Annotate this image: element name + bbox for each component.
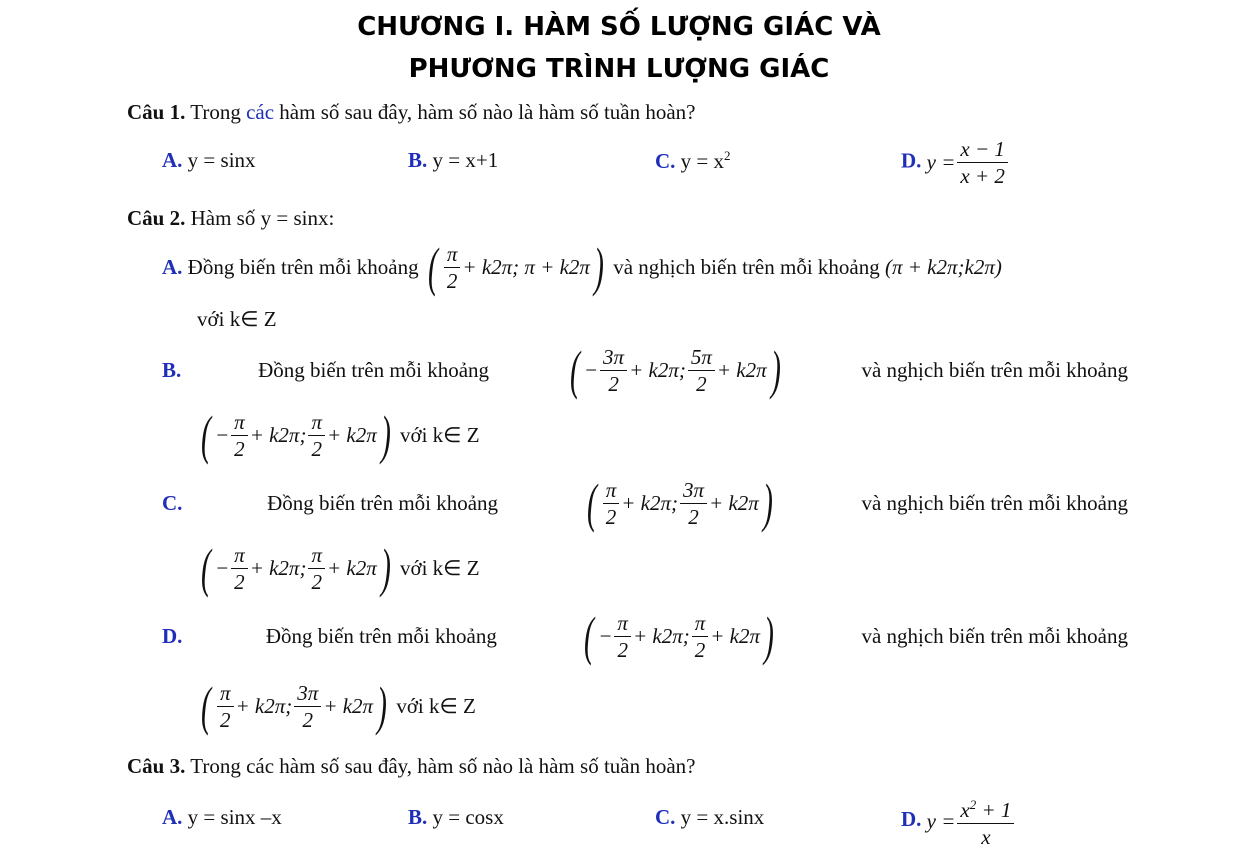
fraction-numerator: 3π (600, 344, 627, 371)
interval-term: k2π (964, 254, 995, 279)
interval-term: + k2π; (632, 623, 690, 648)
interval-term: + k2π (326, 555, 377, 580)
q1-option-d-lhs: y = (926, 150, 956, 174)
fraction-numerator: x − 1 (957, 136, 1008, 163)
q3-option-a-text: y = sinx –x (187, 805, 282, 829)
q1-option-b-letter: B. (408, 148, 428, 172)
interval-a1: ( $\frac{\pi}{2}$ + k2π; π + k2π ) (427, 237, 604, 297)
fraction-denominator: 2 (446, 268, 458, 293)
fraction-denominator: 2 (302, 707, 314, 732)
fraction-numerator: π (444, 241, 461, 268)
interval-term: + k2π; (629, 357, 686, 382)
minus-sign: − (214, 422, 230, 447)
interval-term: + k2π (710, 623, 761, 648)
interval-term: + k2π (323, 693, 374, 718)
q3-option-c[interactable] (655, 805, 764, 830)
chapter-title-line-1: CHƯƠNG I. HÀM SỐ LƯỢNG GIÁC VÀ (357, 12, 881, 42)
minus-sign: − (583, 357, 599, 382)
q2-option-a[interactable] (162, 237, 1002, 297)
fraction-denominator: 2 (311, 436, 322, 461)
q1-option-c-text: y = x (680, 149, 725, 173)
q2-option-a-text-2: và nghịch biến trên mỗi khoảng (613, 254, 880, 279)
q2-option-d-condition: với k∈ Z (396, 693, 476, 718)
question-3-label: Câu 3. (127, 754, 186, 778)
chapter-title-line-2: PHƯƠNG TRÌNH LƯỢNG GIÁC (408, 54, 830, 84)
q3-option-a-letter: A. (162, 805, 183, 829)
fraction-numerator: π (308, 542, 325, 569)
q2-option-b-text-2: và nghịch biến trên mỗi khoảng (861, 357, 1128, 382)
q2-option-b[interactable] (162, 340, 1128, 400)
q3-option-b-letter: B. (408, 805, 428, 829)
fraction-numerator (957, 792, 1014, 824)
q2-option-b-line-2 (197, 405, 480, 465)
interval-term: + k2π; (249, 422, 307, 447)
fraction-denominator: 2 (311, 569, 322, 594)
q2-option-b-text-1: Đồng biến trên mỗi khoảng (258, 357, 490, 382)
q3-option-d-lhs: y = (926, 808, 956, 833)
minus-sign: − (214, 555, 230, 580)
fraction-numerator: π (692, 610, 709, 637)
interval-term: + k2π (709, 490, 759, 515)
q1-option-c[interactable] (655, 148, 731, 174)
interval-term: + k2π (326, 422, 377, 447)
q3-option-c-text: y = x.sinx (680, 805, 765, 829)
fraction-numerator: π (217, 680, 234, 707)
fraction-numerator: 3π (294, 680, 321, 707)
interval-d2: ( $\frac{\pi}{2}$ + k2π; $\frac{3\pi}{2}$ + k2π ) (201, 676, 388, 736)
interval-c2: ( − $\frac{\pi}{2}$ + k2π; $\frac{\pi}{2}$ + k2π ) (201, 538, 391, 598)
fraction-numerator: π (231, 542, 248, 569)
question-3 (127, 754, 696, 779)
interval-c1: ( $\frac{\pi}{2}$ + k2π; $\frac{3\pi}{2}$ + k2π ) (586, 473, 773, 533)
fraction-denominator: 2 (688, 504, 699, 529)
fraction-numerator: 5π (688, 344, 715, 371)
q3-option-a[interactable] (162, 805, 282, 830)
q2-option-a-text-1: Đồng biến trên mỗi khoảng (187, 254, 419, 279)
question-1-label: Câu 1. (127, 100, 186, 124)
interval-b2: ( − $\frac{\pi}{2}$ + k2π; $\frac{\pi}{2}$ + k2π ) (201, 405, 391, 465)
interval-a2: (π + k2π;k2π) (884, 254, 1002, 279)
numerator-exponent: 2 (969, 797, 977, 812)
question-1-text-after: hàm số sau đây, hàm số nào là hàm số tuần hoàn? (279, 100, 696, 124)
q3-option-b-text: y = cosx (432, 805, 504, 829)
q1-option-a-text: y = sinx (187, 148, 256, 172)
q3-option-b[interactable] (408, 805, 504, 830)
fraction-denominator: 2 (234, 436, 245, 461)
q2-option-d-letter: D. (162, 623, 183, 648)
q2-option-c-text-1: Đồng biến trên mỗi khoảng (267, 490, 499, 515)
fraction-numerator: π (614, 610, 631, 637)
q1-option-d-letter: D. (901, 148, 922, 173)
interval-term: + k2π; (462, 254, 520, 279)
fraction-denominator: 2 (696, 371, 707, 396)
fraction-denominator: 2 (694, 637, 706, 662)
q2-option-d-line-2 (197, 676, 476, 736)
interval-term: + k2π; (235, 693, 293, 718)
fraction-denominator: x + 2 (960, 164, 1005, 188)
fraction-numerator: 3π (680, 477, 707, 504)
q1-option-b-text: y = x+1 (432, 148, 499, 172)
fraction-numerator: π (603, 477, 620, 504)
q2-option-b-letter: B. (162, 357, 182, 382)
fraction-denominator: 2 (234, 569, 245, 594)
q2-option-c-line-2 (197, 538, 480, 598)
question-1-text-highlight: các (246, 100, 275, 124)
q1-option-c-exponent: 2 (724, 148, 731, 163)
q2-option-c-text-2: và nghịch biến trên mỗi khoảng (861, 490, 1128, 515)
q3-option-c-letter: C. (655, 805, 676, 829)
q1-option-a-letter: A. (162, 148, 183, 172)
q1-option-a[interactable] (162, 148, 256, 173)
fraction-numerator: π (231, 409, 248, 436)
question-2-label: Câu 2. (127, 206, 186, 230)
q2-option-d-text-1: Đồng biến trên mỗi khoảng (265, 623, 497, 648)
q3-option-d-fraction (957, 792, 1014, 850)
q2-option-c-condition: với k∈ Z (399, 555, 480, 580)
fraction-denominator: x (981, 825, 991, 849)
interval-term: + k2π; (249, 555, 307, 580)
fraction-denominator: 2 (608, 371, 619, 396)
interval-term: + k2π; (621, 490, 679, 515)
q3-option-d-letter: D. (901, 806, 922, 831)
fraction-denominator: 2 (220, 707, 231, 732)
q2-option-d-text-2: và nghịch biến trên mỗi khoảng (861, 623, 1128, 648)
q1-option-d-fraction (957, 136, 1008, 189)
fraction-denominator: 2 (605, 504, 617, 529)
interval-b1: ( − $\frac{3\pi}{2}$ + k2π; $\frac{5\pi}{2}$ + k2π ) (569, 340, 781, 400)
q1-option-c-letter: C. (655, 149, 676, 173)
interval-term: π + k2π (524, 254, 590, 279)
question-1 (127, 100, 696, 125)
numerator-base: x (960, 798, 970, 822)
interval-term: + k2π (716, 357, 767, 382)
interval-d1: ( − $\frac{\pi}{2}$ + k2π; $\frac{\pi}{2}$ + k2π ) (584, 606, 774, 666)
q3-option-d[interactable] (901, 792, 1016, 850)
fraction-denominator: 2 (617, 637, 628, 662)
q2-option-a-condition: với k∈ Z (197, 307, 277, 331)
q2-option-c-letter: C. (162, 490, 183, 515)
interval-term: π + k2π; (891, 254, 965, 279)
question-3-text: Trong các hàm số sau đây, hàm số nào là hàm số tuần hoàn? (190, 754, 696, 778)
fraction-numerator: π (308, 409, 325, 436)
q1-option-d[interactable] (901, 136, 1010, 189)
question-2 (127, 206, 334, 231)
q2-option-a-letter: A. (162, 254, 183, 279)
numerator-rest: + 1 (976, 798, 1012, 822)
q2-option-c[interactable] (162, 473, 1128, 533)
question-2-text: Hàm số y = sinx: (190, 206, 335, 230)
q1-option-b[interactable] (408, 148, 498, 173)
q2-option-d[interactable] (162, 606, 1128, 666)
question-1-text-before: Trong (190, 100, 241, 124)
minus-sign: − (598, 623, 613, 648)
q2-option-b-condition: với k∈ Z (399, 422, 480, 447)
